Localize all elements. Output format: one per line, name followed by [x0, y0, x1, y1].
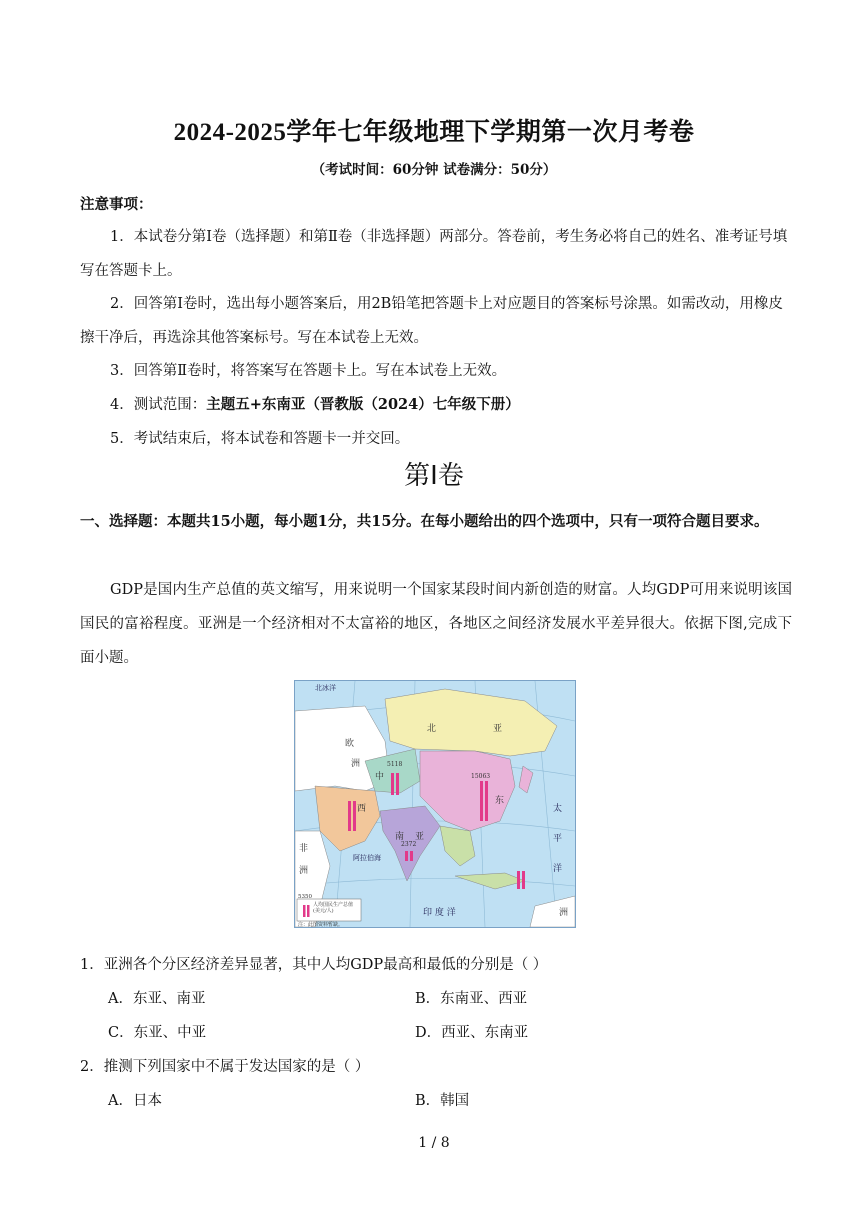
question-1-option-b[interactable]: B．东南亚、西亚	[415, 991, 528, 1007]
question-passage: GDP是国内生产总值的英文缩写，用来说明一个国家某段时间内新创造的财富。人均GDP可用来说明该国国民的富裕程度。亚洲是一个经济相对不太富裕的地区，各地区之间经济发展水平差异很大。依据下图,完成下面小题。	[80, 582, 792, 666]
question-2-option-a[interactable]: A．日本	[108, 1093, 162, 1109]
note-item-4	[80, 388, 792, 422]
map-label-central-asia: 中	[375, 772, 385, 782]
map-svg	[295, 681, 575, 927]
map-label-north-asia-2: 亚	[493, 724, 503, 734]
map-legend-value: 5350	[298, 894, 312, 900]
note-item-1: 1．本试卷分第Ⅰ卷（选择题）和第Ⅱ卷（非选择题）两部分。答卷前，考生务必将自己的姓名、准考证号填写在答题卡上。	[80, 229, 788, 279]
map-label-africa-2: 洲	[299, 866, 309, 876]
map-label-indian-ocean: 印 度 洋	[423, 908, 456, 918]
map-label-arctic: 北冰洋	[315, 684, 336, 692]
volume-title: 第Ⅰ卷	[404, 461, 464, 490]
question-1-stem: 1．亚洲各个分区经济差异显著，其中人均GDP最高和最低的分别是（ ）	[80, 957, 548, 973]
map-value-south-asia: 2372	[401, 841, 417, 848]
map-label-europe-2: 洲	[351, 759, 361, 769]
note-item-2: 2．回答第Ⅰ卷时，选出每小题答案后，用2B铅笔把答题卡上对应题目的答案标号涂黑。如需改动，用橡皮擦干净后，再选涂其他答案标号。写在本试卷上无效。	[80, 296, 783, 346]
note-item-4-scope: 主题五+东南亚（晋教版（2024）七年级下册）	[206, 396, 520, 413]
page-number: 1 / 8	[418, 1135, 450, 1151]
note-item-4-prefix: 4．测试范围：	[110, 397, 207, 413]
map-value-central-asia: 5118	[387, 761, 403, 768]
notes-heading: 注意事项：	[80, 196, 153, 213]
map-label-arabian-sea: 阿拉伯海	[353, 854, 381, 862]
asia-gdp-map	[294, 680, 576, 928]
map-label-pacific: 太	[553, 804, 563, 814]
exam-subtitle: （考试时间：60分钟 试卷满分：50分）	[311, 162, 557, 178]
question-2-option-b[interactable]: B．韩国	[415, 1093, 470, 1109]
map-label-pacific-3: 洋	[553, 864, 563, 874]
map-label-europe: 欧	[345, 739, 355, 749]
map-label-africa: 非	[299, 844, 309, 854]
section-heading: 一、选择题：本题共15小题，每小题1分，共15分。在每小题给出的四个选项中，只有一项符合题目要求。	[80, 513, 769, 530]
question-1-option-c[interactable]: C．东亚、中亚	[108, 1025, 207, 1041]
map-legend-text: 人均国民生产总值(美元/人)	[313, 902, 354, 914]
question-1-option-a[interactable]: A．东亚、南亚	[108, 991, 206, 1007]
note-item-3: 3．回答第Ⅱ卷时，将答案写在答题卡上。写在本试卷上无效。	[110, 363, 507, 379]
map-label-pacific-2: 平	[553, 834, 563, 844]
map-label-oceania: 洲	[559, 908, 569, 918]
question-1-option-d[interactable]: D．西亚、东南亚	[415, 1025, 529, 1041]
map-label-west-asia: 西	[357, 804, 367, 814]
map-label-south-asia-2: 亚	[415, 832, 425, 842]
map-note: 注：此图资料暂缺。	[298, 922, 344, 928]
question-2-stem: 2．推测下列国家中不属于发达国家的是（ ）	[80, 1059, 370, 1075]
map-label-south-asia: 南	[395, 832, 405, 842]
map-label-east-asia: 东	[495, 796, 505, 806]
note-item-5: 5．考试结束后，将本试卷和答题卡一并交回。	[110, 431, 410, 447]
exam-title: 2024-2025学年七年级地理下学期第一次月考卷	[173, 119, 695, 146]
map-value-east-asia: 15063	[471, 773, 491, 780]
map-label-north-asia: 北	[427, 724, 437, 734]
